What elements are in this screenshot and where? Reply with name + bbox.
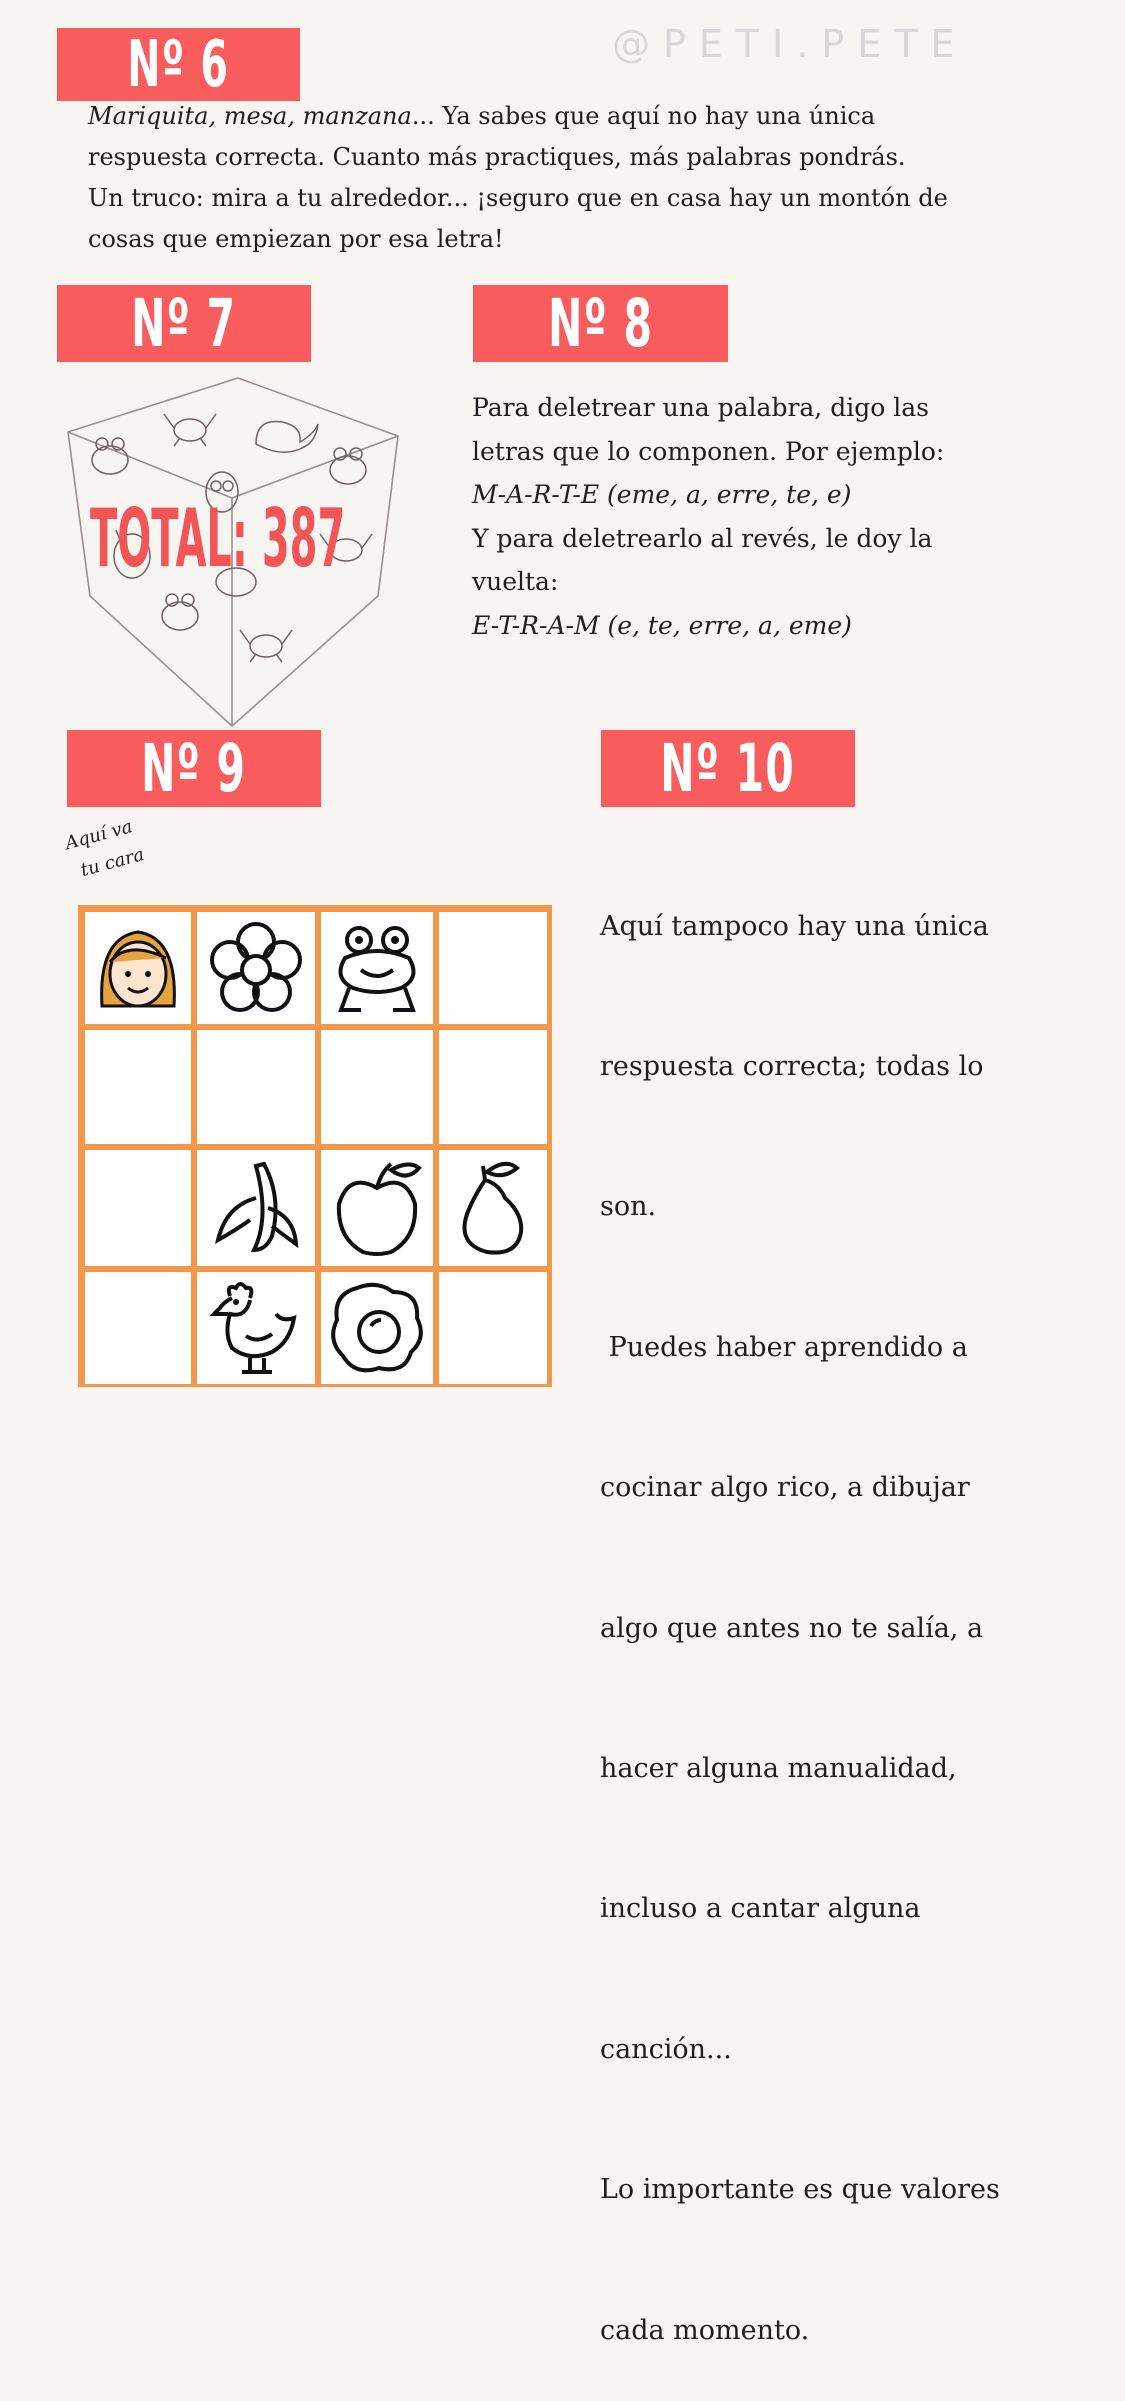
- text-line: letras que lo componen. Por ejemplo:: [472, 436, 945, 466]
- grid-cell: [318, 1269, 436, 1387]
- grid-cell: [194, 909, 318, 1027]
- grid-cell-empty: [194, 1027, 318, 1147]
- reverse-spelling-example: E-T-R-A-M (e, te, erre, a, eme): [472, 610, 852, 640]
- text-line: respuesta correcta. Cuanto más practiques, más palabras pondrás.: [88, 143, 906, 171]
- grid-cell-empty: [82, 1269, 194, 1387]
- text-line: hacer alguna manualidad,: [600, 1752, 957, 1784]
- total-count: TOTAL: 387: [90, 492, 346, 585]
- section-8-tag: [473, 285, 728, 362]
- face-note: [62, 799, 193, 888]
- grid-cell-empty: [82, 1027, 194, 1147]
- text-line: Para deletrear una palabra, digo las: [472, 393, 929, 422]
- pear-icon: [443, 1158, 543, 1258]
- flower-icon: [206, 918, 306, 1018]
- watermark: @PETI.PETE: [612, 22, 968, 66]
- section-9-label: Nº 9: [141, 730, 247, 807]
- section-10-text: [600, 810, 1100, 2401]
- italic-words: Mariquita, mesa, manzana: [88, 102, 412, 130]
- text-line: cocinar algo rico, a dibujar: [600, 1472, 970, 1504]
- hen-icon: [206, 1278, 306, 1378]
- grid-cell-empty: [436, 909, 550, 1027]
- whale-icon: [256, 421, 318, 452]
- grid-cell: [194, 1147, 318, 1269]
- crab-icon: [164, 414, 216, 446]
- apple-icon: [327, 1158, 427, 1258]
- fried-egg-icon: [327, 1278, 427, 1378]
- text-line: canción...: [600, 2033, 732, 2065]
- section-8-label: Nº 8: [547, 285, 653, 362]
- text-line: Aquí tampoco hay una única: [600, 910, 989, 942]
- section-7-tag: [57, 285, 311, 362]
- grid-cell: [318, 909, 436, 1027]
- grid-cell-empty: [82, 1147, 194, 1269]
- text-line: son.: [600, 1191, 657, 1223]
- grid-cell-empty: [436, 1269, 550, 1387]
- section-8-text: [472, 386, 1072, 648]
- text-line: Un truco: mira a tu alrededor... ¡seguro que en casa hay un montón de: [88, 184, 948, 212]
- section-7-label: Nº 7: [131, 285, 237, 362]
- text-line: vuelta:: [472, 567, 559, 597]
- section-10-label: Nº 10: [660, 730, 796, 807]
- text-line: respuesta correcta; todas lo: [600, 1050, 984, 1082]
- frog-icon: [162, 594, 198, 630]
- text-fragment: ... Ya sabes que aquí no hay una única: [411, 102, 876, 130]
- note-line: Aquí va: [63, 816, 135, 855]
- text-line: cada momento.: [600, 2314, 810, 2346]
- spelling-example: M-A-R-T-E (eme, a, erre, te, e): [472, 480, 852, 510]
- grid-cell: [194, 1269, 318, 1387]
- section-6-text: [88, 96, 1068, 260]
- grid-cell-empty: [436, 1027, 550, 1147]
- crab-icon: [240, 630, 292, 662]
- banana-icon: [206, 1158, 306, 1258]
- section-10-tag: [601, 730, 855, 807]
- text-line: Lo importante es que valores: [600, 2174, 1000, 2206]
- text-line: [88, 96, 1068, 137]
- frog-icon: [330, 448, 366, 484]
- text-line: algo que antes no te salía, a: [600, 1612, 984, 1644]
- grid-cell-empty: [318, 1027, 436, 1147]
- text-line: Puedes haber aprendido a: [600, 1331, 968, 1363]
- section-6-tag: [57, 28, 300, 101]
- grid-cell: [82, 909, 194, 1027]
- frog-icon: [327, 918, 427, 1018]
- text-line: incluso a cantar alguna: [600, 1893, 921, 1925]
- grid-cell: [436, 1147, 550, 1269]
- section-6-label: Nº 6: [127, 27, 230, 102]
- note-line: tu cara: [78, 844, 147, 882]
- grid-cell: [318, 1147, 436, 1269]
- text-line: Y para deletrearlo al revés, le doy la: [472, 523, 933, 553]
- text-line: cosas que empiezan por esa letra!: [88, 225, 504, 253]
- girl-face-icon: [88, 918, 188, 1018]
- section-9-tag: [67, 730, 321, 807]
- picture-grid: [78, 905, 552, 1387]
